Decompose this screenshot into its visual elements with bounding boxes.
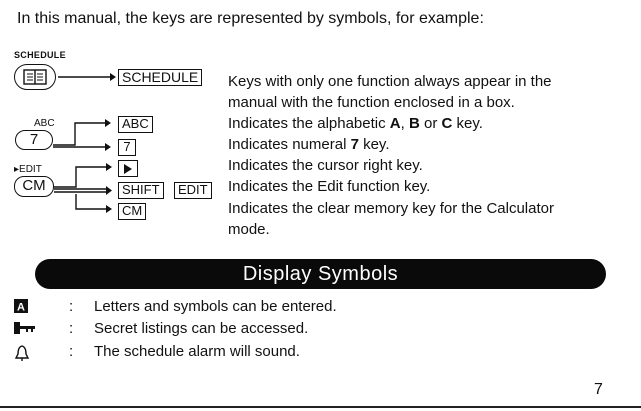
desc-numeral-7: 7 [350, 136, 359, 153]
desc-box-line2: manual with the function enclosed in a box. [228, 94, 515, 111]
symbol-row-secret [14, 320, 414, 340]
cm-keycap: CM [14, 176, 54, 197]
desc-alpha-sep1: , [400, 115, 409, 132]
desc-clear-line1: Indicates the clear memory key for the Calculator [228, 200, 554, 217]
symbol-description: Letters and symbols can be entered. [94, 298, 337, 315]
desc-cursor: Indicates the cursor right key. [228, 157, 423, 174]
svg-text:A: A [17, 301, 25, 314]
bottom-rule [0, 406, 641, 408]
display-symbols-banner: Display Symbols [35, 259, 606, 289]
desc-alpha-c: C [441, 115, 453, 132]
bell-icon [14, 344, 30, 366]
desc-alpha-sep2: or [419, 115, 442, 132]
schedule-box-key: SCHEDULE [118, 69, 202, 86]
play-icon [123, 163, 133, 175]
schedule-label: SCHEDULE [14, 50, 66, 60]
desc-numeral-pre: Indicates numeral [228, 136, 351, 153]
arrow-right-icon [58, 70, 116, 84]
symbol-description: Secret listings can be accessed. [94, 320, 309, 337]
shift-box-key: SHIFT [118, 182, 164, 199]
symbol-colon: : [69, 320, 74, 337]
edit-box-key: EDIT [174, 182, 212, 199]
schedule-keycap [14, 64, 56, 90]
branch-arrows-icon [53, 118, 113, 152]
desc-alphabetic [228, 114, 483, 135]
desc-alpha-post: key. [452, 115, 483, 132]
symbol-row-letters [14, 298, 414, 318]
page-number: 7 [594, 381, 603, 398]
desc-alpha-pre: Indicates the alphabetic [228, 115, 390, 132]
seven-keycap: 7 [15, 130, 53, 150]
desc-alpha-a: A [389, 115, 401, 132]
letter-a-icon [14, 299, 28, 317]
desc-alpha-b: B [408, 115, 420, 132]
seven-box-key: 7 [118, 139, 136, 156]
desc-numeral-post: key. [358, 136, 390, 153]
symbol-colon: : [69, 343, 74, 360]
edit-label: ▸EDIT [14, 164, 42, 175]
desc-edit: Indicates the Edit function key. [228, 178, 431, 195]
desc-box-line1: Keys with only one function always appear in the [228, 73, 552, 90]
intro-text: In this manual, the keys are represented by symbols, for example: [17, 10, 484, 27]
abc-label: ABC [34, 118, 55, 129]
symbol-row-alarm [14, 343, 414, 363]
symbol-colon: : [69, 298, 74, 315]
cursor-right-box-key [118, 160, 138, 177]
desc-numeral [228, 135, 390, 156]
book-icon [23, 69, 47, 85]
symbol-description: The schedule alarm will sound. [94, 343, 300, 360]
edit-branch-arrows-icon [54, 162, 116, 222]
desc-clear-line2: mode. [228, 221, 270, 238]
key-icon [14, 321, 36, 339]
cm-box-key: CM [118, 203, 146, 220]
abc-box-key: ABC [118, 116, 153, 133]
